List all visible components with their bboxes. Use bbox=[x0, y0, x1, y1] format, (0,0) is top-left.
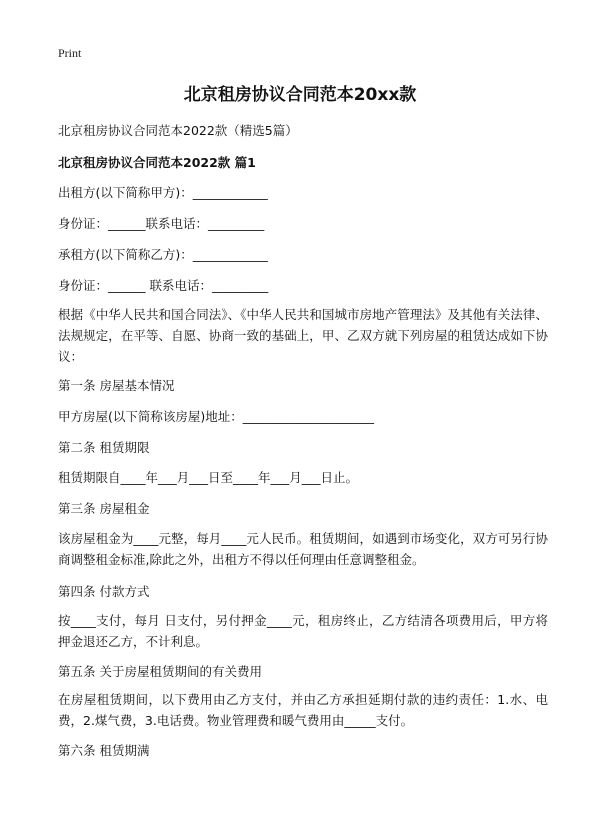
article-1-body: 甲方房屋(以下简称该房屋)地址：_____________________ bbox=[58, 409, 375, 424]
article-3-title: 第三条 房屋租金 bbox=[58, 501, 150, 516]
lessee-id-line: 身份证：______ 联系电话：_________ bbox=[58, 278, 269, 293]
lessor-line: 出租方(以下简称甲方)：____________ bbox=[58, 185, 268, 200]
article-5-body: 在房屋租赁期间，以下费用由乙方支付，并由乙方承担延期付款的违约责任：1.水、电费，2.煤气费，3.电话费。物业管理费和暖气费用由_____支付。 bbox=[58, 692, 548, 728]
lessor-id-line: 身份证：______联系电话：_________ bbox=[58, 216, 265, 231]
article-2-title: 第二条 租赁期限 bbox=[58, 440, 150, 455]
document-title: 北京租房协议合同范本20xx款 bbox=[183, 85, 417, 105]
print-link[interactable]: Print bbox=[58, 46, 82, 60]
section-heading: 北京租房协议合同范本2022款 篇1 bbox=[58, 155, 256, 170]
article-2-body: 租赁期限自____年___月___日至____年___月___日止。 bbox=[58, 470, 359, 485]
article-6-title: 第六条 租赁期满 bbox=[58, 743, 150, 758]
document-subtitle: 北京租房协议合同范本2022款（精选5篇） bbox=[58, 123, 298, 138]
article-3-body: 该房屋租金为____元整，每月____元人民币。租赁期间，如遇到市场变化，双方可另行协商调整租金标准,除此之外，出租方不得以任何理由任意调整租金。 bbox=[58, 531, 548, 567]
article-4-title: 第四条 付款方式 bbox=[58, 584, 150, 599]
article-1-title: 第一条 房屋基本情况 bbox=[58, 378, 175, 393]
lessee-line: 承租方(以下简称乙方)：____________ bbox=[58, 247, 268, 262]
article-5-title: 第五条 关于房屋租赁期间的有关费用 bbox=[58, 664, 262, 679]
article-4-body: 按____支付，每月 日支付，另付押金____元，租房终止，乙方结清各项费用后，甲方将押金退还乙方，不计利息。 bbox=[58, 613, 548, 649]
intro-paragraph: 根据《中华人民共和国合同法》、《中华人民共和国城市房地产管理法》及其他有关法律、法规规定，在平等、自愿、协商一致的基础上，甲、乙双方就下列房屋的租赁达成如下协议： bbox=[58, 307, 548, 364]
